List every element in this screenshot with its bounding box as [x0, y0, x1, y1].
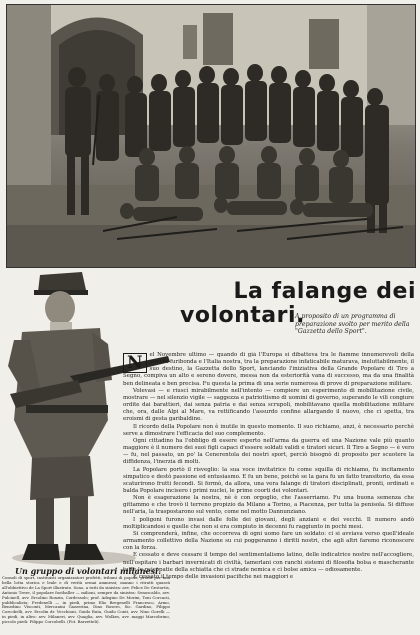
article-paragraph: La Popolare portò il risveglio: la sua voce invitatrice fu come squilla di richiamo, fu incitamento simpatico e destò passione ed entusiasmo. E fu un bene, poichè se la gara fu un fatto transitorio, da essa scaturirono frutti fecondi. Si formò, da allora, una vera falange di tiratori disciplinati, pronti, ordinati e balda Popolare incisero i primi nuclei, le prime coorti dei volontari. [123, 466, 414, 494]
article-paragraph: Non è esagerazione la nostra, nè è con orgoglio, che l'asserriamo. Fu una buona semenza che gittammo e che trovò il terreno propizio da Milano a Torino, a Piacenza, per tutta la penisola. Si diffuse nell'aria, la traspostarono sul vento, come nel motto Dannunziano. [123, 495, 414, 516]
headline-line-2: volontari. [180, 303, 305, 328]
group-photo-soldiers [6, 4, 416, 268]
group-photo-image [7, 5, 415, 267]
article-paragraph: I poligoni furono invasi dalle folle dei giovani, degli anziani e dei vecchi. Il numero andò moltiplicandosi e quelle che non si era compiuto in decenni fu raggiunto in pochi mesi. [123, 516, 414, 530]
paragraph-text: el Novembre ultimo — quando di già l'Europa si dibatteva tra le fiamme innumerevoli della guerra furibonda e l'Italia nostra, tra la preparazione infaticabile maturava, ineluttabilmente, il suo destino, la Gazzetta dello Sport, lanciando l'iniziativa della Grande Popolare di Tiro a Segno, compiva un alto e sereno dovere, messa non da esteriorità vana di successo, ma da una finalità ben delineata e ben precisa. Fu questa la prima di una serie numerosa di prove di preparazione militare. [123, 352, 414, 387]
article-paragraph: Volevasi — e riuscì mirabilmente nell'intento — compiere un esperimento di mobilitazione civile, mostrare — nel silenzio vigile — saggezza e patriottismo di uomini di governo, superando le vili congiure ordite dai barattieri, dai senza patria e dai senza scrupoli, mobilitavano quella mobilitazione militare che, ora, dalle Alpi al Mare, va rettificando l'assurdo confine allargando il nuovo, che ci spetta, tra eroismi di gesta garibaldine. [123, 387, 414, 423]
article-paragraph: Si comprenderà, infine, che occorreva di ogni uomo fare un soldato: ci si avviava verso quell'ideale armamento collettivo della Nazione su cui poggeranno i diritti nostri, che agli altri faremo riconoscere con la forza. [123, 530, 414, 552]
article-paragraph: Il ricordo della Popolare non è inutile in questo momento. Il suo richiamo, anzi, è necessario perchè serve a dimostrare l'efficacia del suo complemento. [123, 423, 414, 437]
article-paragraph [123, 352, 414, 388]
photo-caption-body: Consoli di sport, instituisti organizzatori profetti, tribuni di popolo, pronti per una bella lotta storica e leale e di verità ormai ammessi; manno i ritratti quassù all'obbiettivo de La Sport illustrato. Sono, a tutti da sinistra: avv. Felice De Gestortis, Antonio Trere, il popolare footballer — milioni, sempre da sinistra: Senoscaldo, avv. Pulcinell, avv. Ercolino Ronzin, Cordessolo; prof. Adegino De Morini, Toni Corcacii, pubblicalista; Fredenelli — in piedi, primo Elio Bregenelli Francesco, Armo, Benedino Visconti, Mercanini Gazzerina, Dino Rosero, Sic. Gardino, Filippo Corcobelli, avv. Ercolin dr. Vecchioni, Guido Ruta, Guido Conti, avv. Nino Gorelli — in piedi, in altro: avv. Milaneri, avv. Quaglia, avv. Wolkes, avv. maggi Marcobrino, piccolo piedi: Filippo Corcobelli. (Fot. Barzetteli). [2, 576, 170, 625]
drop-cap-letter: N [123, 353, 147, 373]
article-body [123, 352, 414, 634]
headline-line-1: La falange dei [233, 279, 416, 304]
article-paragraph: È cessato il tempo delle invasioni pacifiche nei maggiori e [133, 573, 294, 580]
article-paragraph: E cessato e deve cessare il tempo del sentimentalismo latino, delle indicatrice nostre nell'accogliere, nell'ospitare i barbari invernicati di civiltà, tamerlani con ranchi sistemi di filosofia bolsa e mascherante tutte le psicopatie della schiatta che ci strade nemica e ci bolse amica — odiosamente. [123, 552, 414, 573]
photo-caption-title: Un gruppo di volontari milanesi. [15, 566, 161, 576]
article-subheading: A proposito di un programma di preparazione svolto per merito della "Gazzetta dello Sport". [295, 313, 410, 336]
article-paragraph: Ogni cittadino ha l'obbligo di essere esperto nell'arma da guerra ed una Nazione vale più quanto maggiore è il numero dei suoi figli capaci d'essere soldati validi e tiratori sicuri. Il Tiro a Segno — è vero — fu, nel passato, un po' la Cenerentola dei nostri sport, perciò bisognò di proposito per scuotere la diffidenza, l'inerzia di molti. [123, 437, 414, 466]
